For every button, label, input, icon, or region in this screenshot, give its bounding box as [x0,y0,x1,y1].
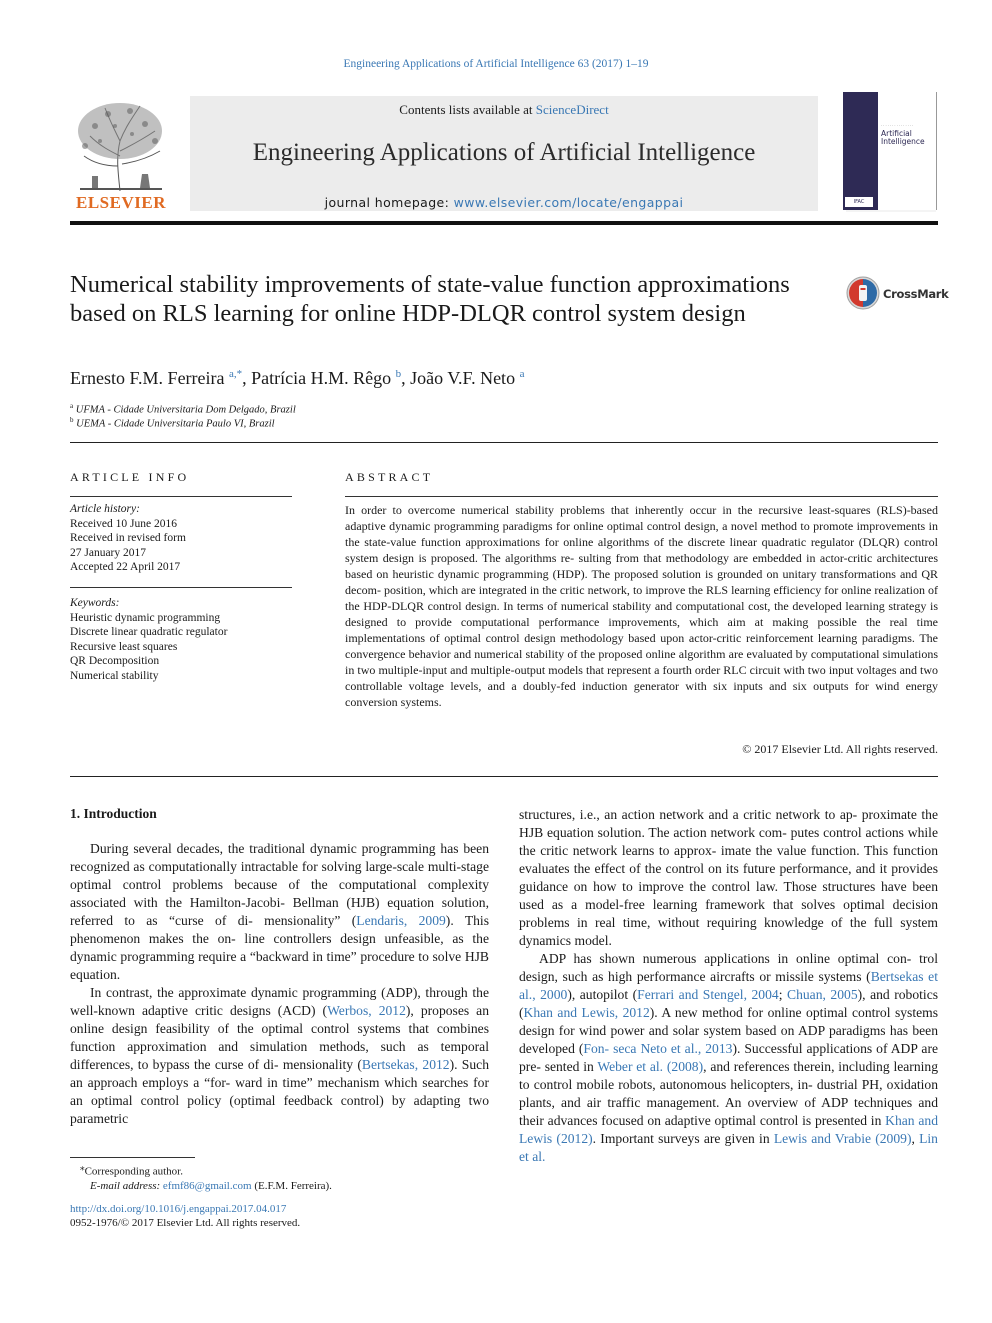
text-line: for online optimal control systems design for wind power and [519,1005,939,1038]
issn-line: 0952-1976/© 2017 Elsevier Ltd. All rights reserved. [70,1217,301,1229]
abstract-copyright: © 2017 Elsevier Ltd. All rights reserved. [742,742,938,756]
article-info-heading: ARTICLE INFO [70,470,190,484]
body-column-left [70,840,489,1128]
citation-link[interactable]: Lin et al. [519,1131,938,1164]
text-line: policy (optimal feedback control) by adapting two parametric [70,1093,489,1126]
abstract-line: developed learning strategy is designed to provide computational performance improvements, which [345,599,938,629]
text-line: ADP has shown numerous applications in online optimal con- [539,951,912,966]
keyword: Heuristic dynamic programming [70,611,221,624]
divider [70,496,292,497]
tree-logo-icon [70,96,172,196]
citation-link[interactable]: Werbos, [327,1003,372,1018]
history-item: 27 January 2017 [70,546,147,559]
section-heading-introduction: 1. Introduction [70,806,157,821]
abstract-heading: ABSTRACT [345,470,434,484]
affiliation [70,416,275,430]
journal-cover-panel[interactable] [878,92,937,210]
text-line: mensionality (Bertsekas, 2012). Such an approach employs a “for- [70,1057,489,1090]
text-line: as a model-free learning framework that solves optimal decision [551,897,938,912]
history-item: Received in revised form [70,532,186,544]
abstract-line: sulting from that methodology are embedded in actor-critic architectures based on heuristic dynamic [345,551,938,581]
keyword: Recursive least squares [70,640,178,653]
history-label: Article history: [70,503,140,515]
abstract-line: In order to overcome numerical stability problems that inherently occur in the recursive least-squares [345,503,871,517]
text-line: methods, such as temporal differences, to bypass the curse of di- [70,1039,489,1072]
abstract-line: the discrete linear quadratic regulator (DLQR) control system design is proposed. The algorithms re- [345,535,938,565]
contents-available-line [190,102,818,118]
text-line: (Bertsekas et al., 2000), autopilot (Ferrari and Stengel, 2004; [519,969,938,1002]
abstract-line: position, which are integrated in the critic network, to improve the RLS learning efficiency for online [384,583,872,597]
text-line: system dynamics model. [519,915,938,948]
text-line: sented in Weber et al. (2008), and references therein, including [544,1059,890,1074]
author-list: Ernesto F.M. Ferreira $^{a,*}$, Patrícia H.M. Rêgo $^b$, João V.F. Neto $^a$ [70,368,525,388]
article-title: Numerical stability improvements of state-value function approximations based on RLS learning for online HDP-DLQR control system design [70,271,790,327]
crossmark-icon [846,276,880,310]
text-line: ward in time” mechanism which searches for an optimal control [70,1075,490,1108]
publisher-wordmark[interactable]: ELSEVIER [76,193,166,212]
citation-link[interactable]: seca Neto et al., 2013 [613,1041,733,1056]
footnotes [70,1160,332,1193]
text-line: through the well-known adaptive critic designs (ACD) (Werbos, [70,985,489,1018]
text-line: large-scale multi-stage optimal control problems because of the [70,859,489,892]
history-item: Accepted 22 April 2017 [70,561,181,573]
email-owner: (E.F.M. Ferreira). [251,1179,332,1192]
abstract-line: energy conversion systems. [345,679,938,709]
text-line: systems that combines function approximation and simulation [70,1021,489,1054]
journal-citation[interactable]: Engineering Applications of Artificial Intelligence 63 (2017) 1–19 [343,58,649,70]
email-label: E-mail address: [90,1179,163,1192]
citation-link[interactable]: Lewis and Vrabie (2009) [773,1131,912,1146]
email-note [70,1179,332,1193]
text-line: trol design, such as high performance aircrafts or missile systems [519,951,938,984]
corresponding-text: Corresponding author. [84,1165,183,1178]
contents-prefix: Contents lists available at [399,102,536,117]
citation-link[interactable]: Chuan, 2005 [787,987,858,1002]
crossmark-label[interactable]: CrossMark [883,287,949,301]
author-affil-mark[interactable]: a,* [229,368,243,380]
keyword: Numerical stability [70,669,159,682]
citation-link[interactable]: Bertsekas et al., 2000 [519,969,938,1002]
citation-link[interactable]: Bertsekas, 2012 [361,1057,450,1072]
text-line: problems in real time, without requiring knowledge of the full [519,915,893,930]
text-line: putes control actions while the critic network learns to approx- [519,825,938,858]
divider [70,776,938,777]
journal-homepage-line [190,195,818,210]
homepage-link[interactable]: www.elsevier.com/locate/engappai [453,195,684,210]
author-name[interactable]: Patrícia H.M. Rêgo [251,368,392,388]
paragraph [519,806,938,950]
text-line: control on its future performance, and it provides guidance on [519,861,939,894]
text-line: dustrial PH, oxidation plants, and air traffic management. An [519,1077,939,1110]
citation-link[interactable]: Lendaris, 2009 [356,913,446,928]
cover-title: Artificial Intelligence [881,129,925,146]
author-name[interactable]: João V.F. Neto [410,368,516,388]
footnote-rule [70,1157,195,1158]
text-line: how to improve the control law. Those structures have been used [519,879,938,912]
text-line: During several decades, the traditional dynamic programming [90,841,436,856]
text-line: imate the value function. This function evaluates the effect of the [519,843,938,876]
article-history [70,502,186,575]
homepage-prefix: journal homepage: [324,195,454,210]
affiliation [70,402,296,416]
doi-block [70,1202,300,1230]
citation-link[interactable]: Ferrari and Stengel, 2004 [637,987,779,1002]
text-line: computational complexity associated with the Hamilton-Jacobi- [70,877,489,910]
keywords [70,596,227,683]
paragraph [70,984,489,1128]
affil-mark: a [70,402,74,410]
author-name[interactable]: Ernesto F.M. Ferreira [70,368,225,388]
text-line: solar system based on ADP paradigms has been developed (Fon- [519,1023,938,1056]
text-line: learning to control mobile robots, autonomous helicopters, in- [519,1059,938,1092]
abstract-line: (RLS)-based adaptive dynamic programming paradigms for online optimal control design, a novel [345,503,939,533]
text-line: overview of ADP techniques and their advances focused on [519,1095,938,1128]
citation-link[interactable]: Fon- [583,1041,610,1056]
citation-link[interactable]: 2012 [378,1003,406,1018]
abstract-line: aim at making possible the real time implementations of optimal control design methodology based [345,615,939,645]
text-line: Bellman (HJB) equation solution, referred to as “curse of di- [70,895,489,928]
affil-mark: b [70,416,74,424]
paragraph [519,950,938,1166]
author-affil-mark[interactable]: b [395,368,402,380]
keywords-label: Keywords: [70,597,120,609]
text-line: has been recognized as computationally intractable for solving [70,841,489,874]
divider [70,587,292,588]
text-line: mensionality” (Lendaris, 2009). This phenomenon makes the on- [70,913,489,946]
abstract-line: realization of the HDP-DLQR control design. In terms of numerical stability and computational cost, the [345,583,939,613]
citation-link[interactable]: Weber et al. (2008) [597,1059,704,1074]
abstract-text [345,502,938,710]
divider [70,442,938,443]
sciencedirect-link[interactable]: ScienceDirect [535,102,609,117]
cover-badge: IFAC [845,197,873,207]
affil-text: UFMA - Cidade Universitaria Dom Delgado, Brazil [75,404,296,416]
doi-link[interactable]: http://dx.doi.org/10.1016/j.engappai.2017.04.017 [70,1203,287,1215]
keyword: Discrete linear quadratic regulator [70,626,228,638]
email-link[interactable]: efmf86@gmail.com [162,1179,252,1192]
affil-text: UEMA - Cidade Universitaria Paulo VI, Brazil [76,418,275,430]
text-line: In contrast, the approximate dynamic programming (ADP), [90,985,421,1000]
text-line: seca Neto et al., 2013). Successful applications of ADP are pre- [519,1041,938,1074]
text-line: line controllers design unfeasible, as the dynamic programming [70,931,489,964]
masthead-rule [70,221,938,225]
text-line: proximate the HJB equation solution. The action network com- [519,807,938,840]
divider [345,496,938,497]
text-line: adaptive optimal control is presented in Khan and Lewis (2012). [519,1113,938,1146]
citation-link[interactable]: Khan and Lewis (2012) [519,1113,938,1146]
history-item: Received 10 June 2016 [70,517,177,530]
author-affil-mark[interactable]: a [519,368,525,380]
corresponding-author-note: ⁎Corresponding author. [80,1162,183,1178]
body-column-right [519,806,938,1166]
journal-cover-image[interactable] [843,92,878,210]
cover-tiny-text: · · · · · · · · · · · · · · · [881,124,914,128]
abstract-line: upon actor-critic reinforcement learning paradigms. The convergence behavior and numerical stability of [345,631,938,661]
journal-name: Engineering Applications of Artificial Intelligence [252,139,756,166]
paragraph [70,840,489,984]
abstract-line: controllable voltage levels, and a doubly-fed induction generator with six inputs and six outputs for wind [345,679,900,693]
abstract-line: the proposed online algorithm are evaluated by computational simulations in two multiple-input and [345,647,939,677]
text-line: Chuan, 2005), and robotics (Khan and Lewis, 2012). A new method [519,987,939,1020]
text-line: require a “backward in time” procedure to solve HJB equation. [70,949,489,982]
abstract-line: multiple-output models that represent a fourth order RLC circuit with two input voltages and two [470,663,938,677]
abstract-line: programming (HDP). The proposed solution is grounded on unitary transformations and QR decom- [345,567,939,597]
crossmark-badge[interactable] [846,276,880,310]
text-line: structures, i.e., an action network and a critic network to ap- [519,807,858,822]
text-line: 2012), proposes an online design feasibility of the optimal control [70,1003,489,1036]
text-line: Important surveys are given in Lewis and Vrabie (2009), Lin et al. [519,1131,938,1164]
citation-link[interactable]: Khan and Lewis, 2012 [523,1005,650,1020]
keyword: QR Decomposition [70,655,160,667]
abstract-line: method to promote improvements in the state-value function approximations for online algorithms of [345,519,938,549]
